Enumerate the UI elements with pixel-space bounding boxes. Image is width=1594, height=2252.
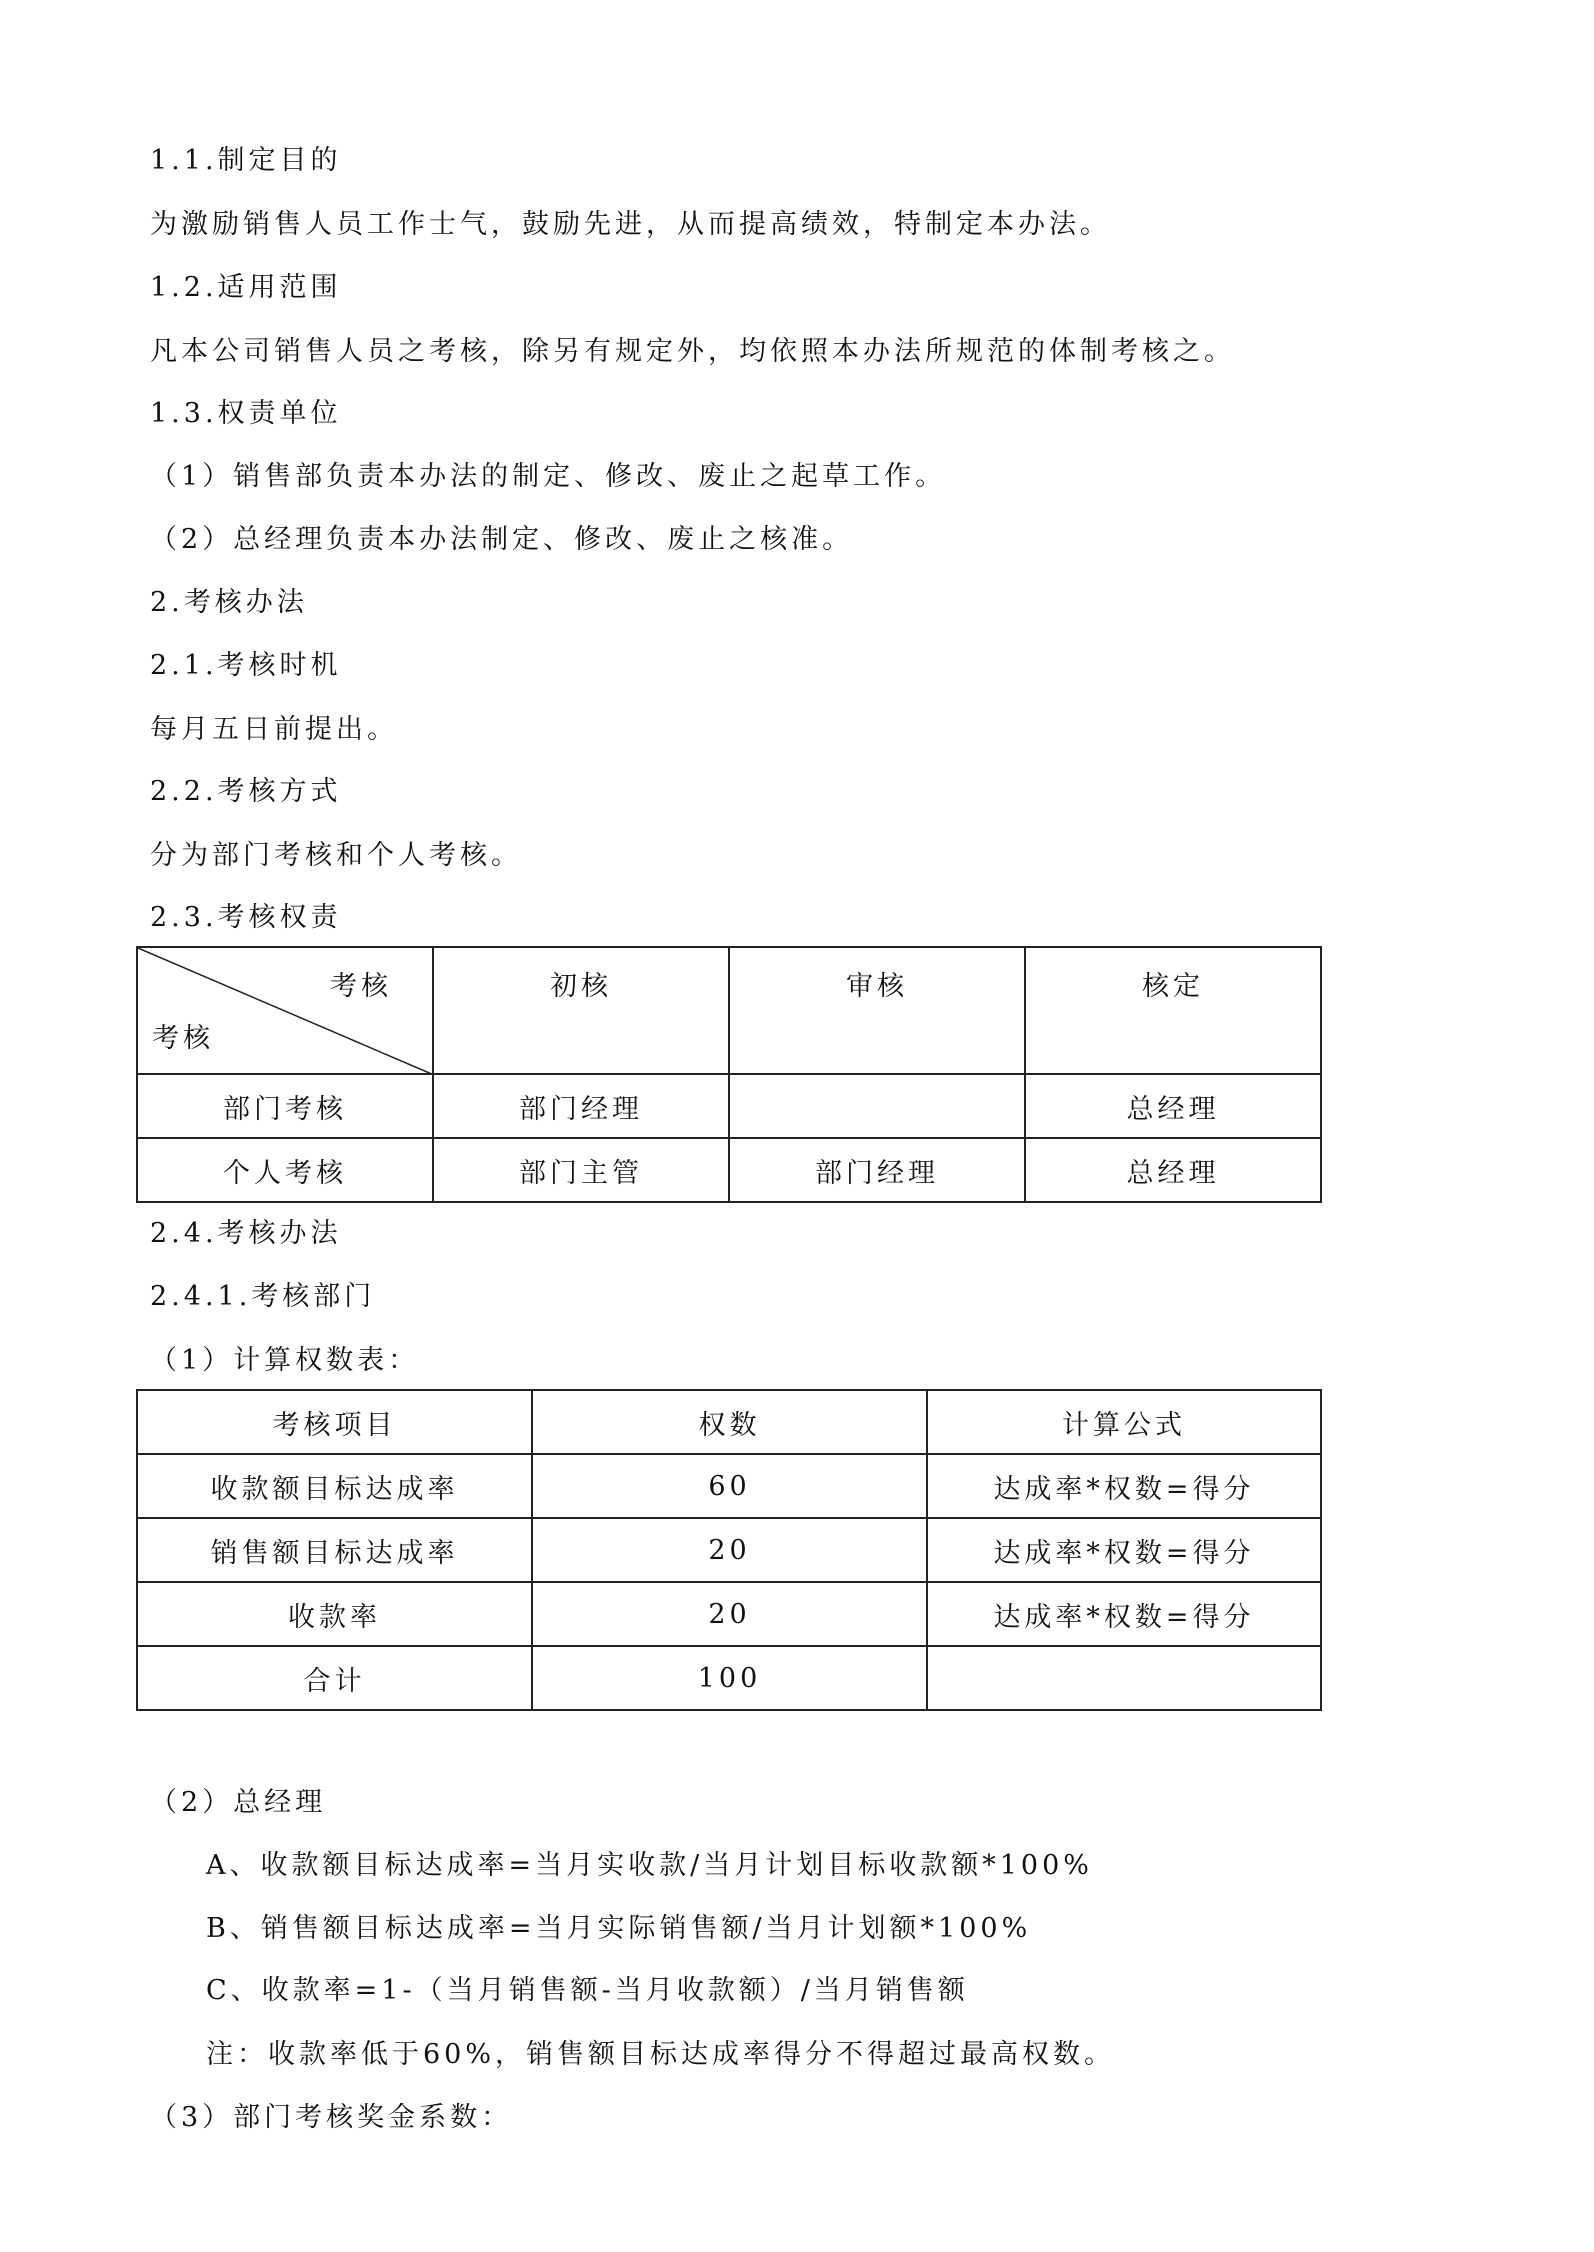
table-cell: 总经理 bbox=[1025, 1074, 1321, 1138]
table-cell: 收款率 bbox=[137, 1582, 532, 1646]
heading-2: 2.考核办法 bbox=[150, 587, 308, 618]
paragraph-bonus-coefficient: （3）部门考核奖金系数： bbox=[150, 2102, 513, 2133]
header-item: 考核项目 bbox=[137, 1390, 532, 1454]
table-row bbox=[137, 1518, 1321, 1582]
header-review: 审核 bbox=[729, 947, 1025, 1074]
heading-2-1: 2.1.考核时机 bbox=[150, 650, 342, 681]
heading-1-2: 1.2.适用范围 bbox=[150, 272, 342, 303]
weight-table bbox=[136, 1389, 1322, 1711]
table-cell: 100 bbox=[532, 1646, 927, 1710]
paragraph-timing: 每月五日前提出。 bbox=[150, 714, 398, 745]
table-cell: 20 bbox=[532, 1518, 927, 1582]
table-row bbox=[137, 1582, 1321, 1646]
authority-corner-cell bbox=[137, 947, 433, 1074]
row-label: 个人考核 bbox=[137, 1138, 433, 1202]
table-row bbox=[137, 1646, 1321, 1710]
table-cell bbox=[927, 1646, 1321, 1710]
table-row bbox=[137, 1454, 1321, 1518]
heading-1-3: 1.3.权责单位 bbox=[150, 398, 342, 429]
header-initial-review: 初核 bbox=[433, 947, 729, 1074]
table-cell: 20 bbox=[532, 1582, 927, 1646]
paragraph-responsibility-1: （1）销售部负责本办法的制定、修改、废止之起草工作。 bbox=[150, 461, 947, 492]
row-label: 部门考核 bbox=[137, 1074, 433, 1138]
table-row bbox=[137, 1074, 1321, 1138]
table-cell: 部门主管 bbox=[433, 1138, 729, 1202]
paragraph-scope: 凡本公司销售人员之考核，除另有规定外，均依照本办法所规范的体制考核之。 bbox=[150, 336, 1235, 367]
formula-a: A、收款额目标达成率=当月实收款/当月计划目标收款额*100% bbox=[206, 1850, 1093, 1881]
paragraph-purpose: 为激励销售人员工作士气，鼓励先进，从而提高绩效，特制定本办法。 bbox=[150, 209, 1111, 240]
table-cell: 销售额目标达成率 bbox=[137, 1518, 532, 1582]
header-formula: 计算公式 bbox=[927, 1390, 1321, 1454]
table-cell: 合计 bbox=[137, 1646, 532, 1710]
table-cell: 收款额目标达成率 bbox=[137, 1454, 532, 1518]
authority-table bbox=[136, 946, 1322, 1203]
formula-c: C、收款率=1-（当月销售额-当月收款额）/当月销售额 bbox=[206, 1975, 969, 2006]
paragraph-method: 分为部门考核和个人考核。 bbox=[150, 840, 522, 871]
heading-2-3: 2.3.考核权责 bbox=[150, 902, 342, 933]
heading-2-2: 2.2.考核方式 bbox=[150, 776, 342, 807]
table-cell: 达成率*权数=得分 bbox=[927, 1518, 1321, 1582]
formula-b: B、销售额目标达成率=当月实际销售额/当月计划额*100% bbox=[206, 1913, 1032, 1944]
table-cell: 部门经理 bbox=[433, 1074, 729, 1138]
paragraph-responsibility-2: （2）总经理负责本办法制定、修改、废止之核准。 bbox=[150, 524, 854, 555]
corner-top-label: 考核 bbox=[330, 971, 392, 1002]
table-cell: 总经理 bbox=[1025, 1138, 1321, 1202]
paragraph-weight-table-title: （1）计算权数表： bbox=[150, 1345, 420, 1376]
note: 注：收款率低于60%，销售额目标达成率得分不得超过最高权数。 bbox=[206, 2039, 1116, 2070]
table-cell bbox=[729, 1074, 1025, 1138]
table-cell: 达成率*权数=得分 bbox=[927, 1454, 1321, 1518]
table-header-row bbox=[137, 1390, 1321, 1454]
table-cell: 部门经理 bbox=[729, 1138, 1025, 1202]
heading-2-4: 2.4.考核办法 bbox=[150, 1218, 342, 1249]
table-cell: 达成率*权数=得分 bbox=[927, 1582, 1321, 1646]
paragraph-gm: （2）总经理 bbox=[150, 1787, 327, 1818]
table-row bbox=[137, 1138, 1321, 1202]
heading-2-4-1: 2.4.1.考核部门 bbox=[150, 1281, 376, 1312]
header-weight: 权数 bbox=[532, 1390, 927, 1454]
header-approval: 核定 bbox=[1025, 947, 1321, 1074]
heading-1-1: 1.1.制定目的 bbox=[150, 145, 342, 176]
corner-bottom-label: 考核 bbox=[152, 1023, 214, 1054]
table-cell: 60 bbox=[532, 1454, 927, 1518]
